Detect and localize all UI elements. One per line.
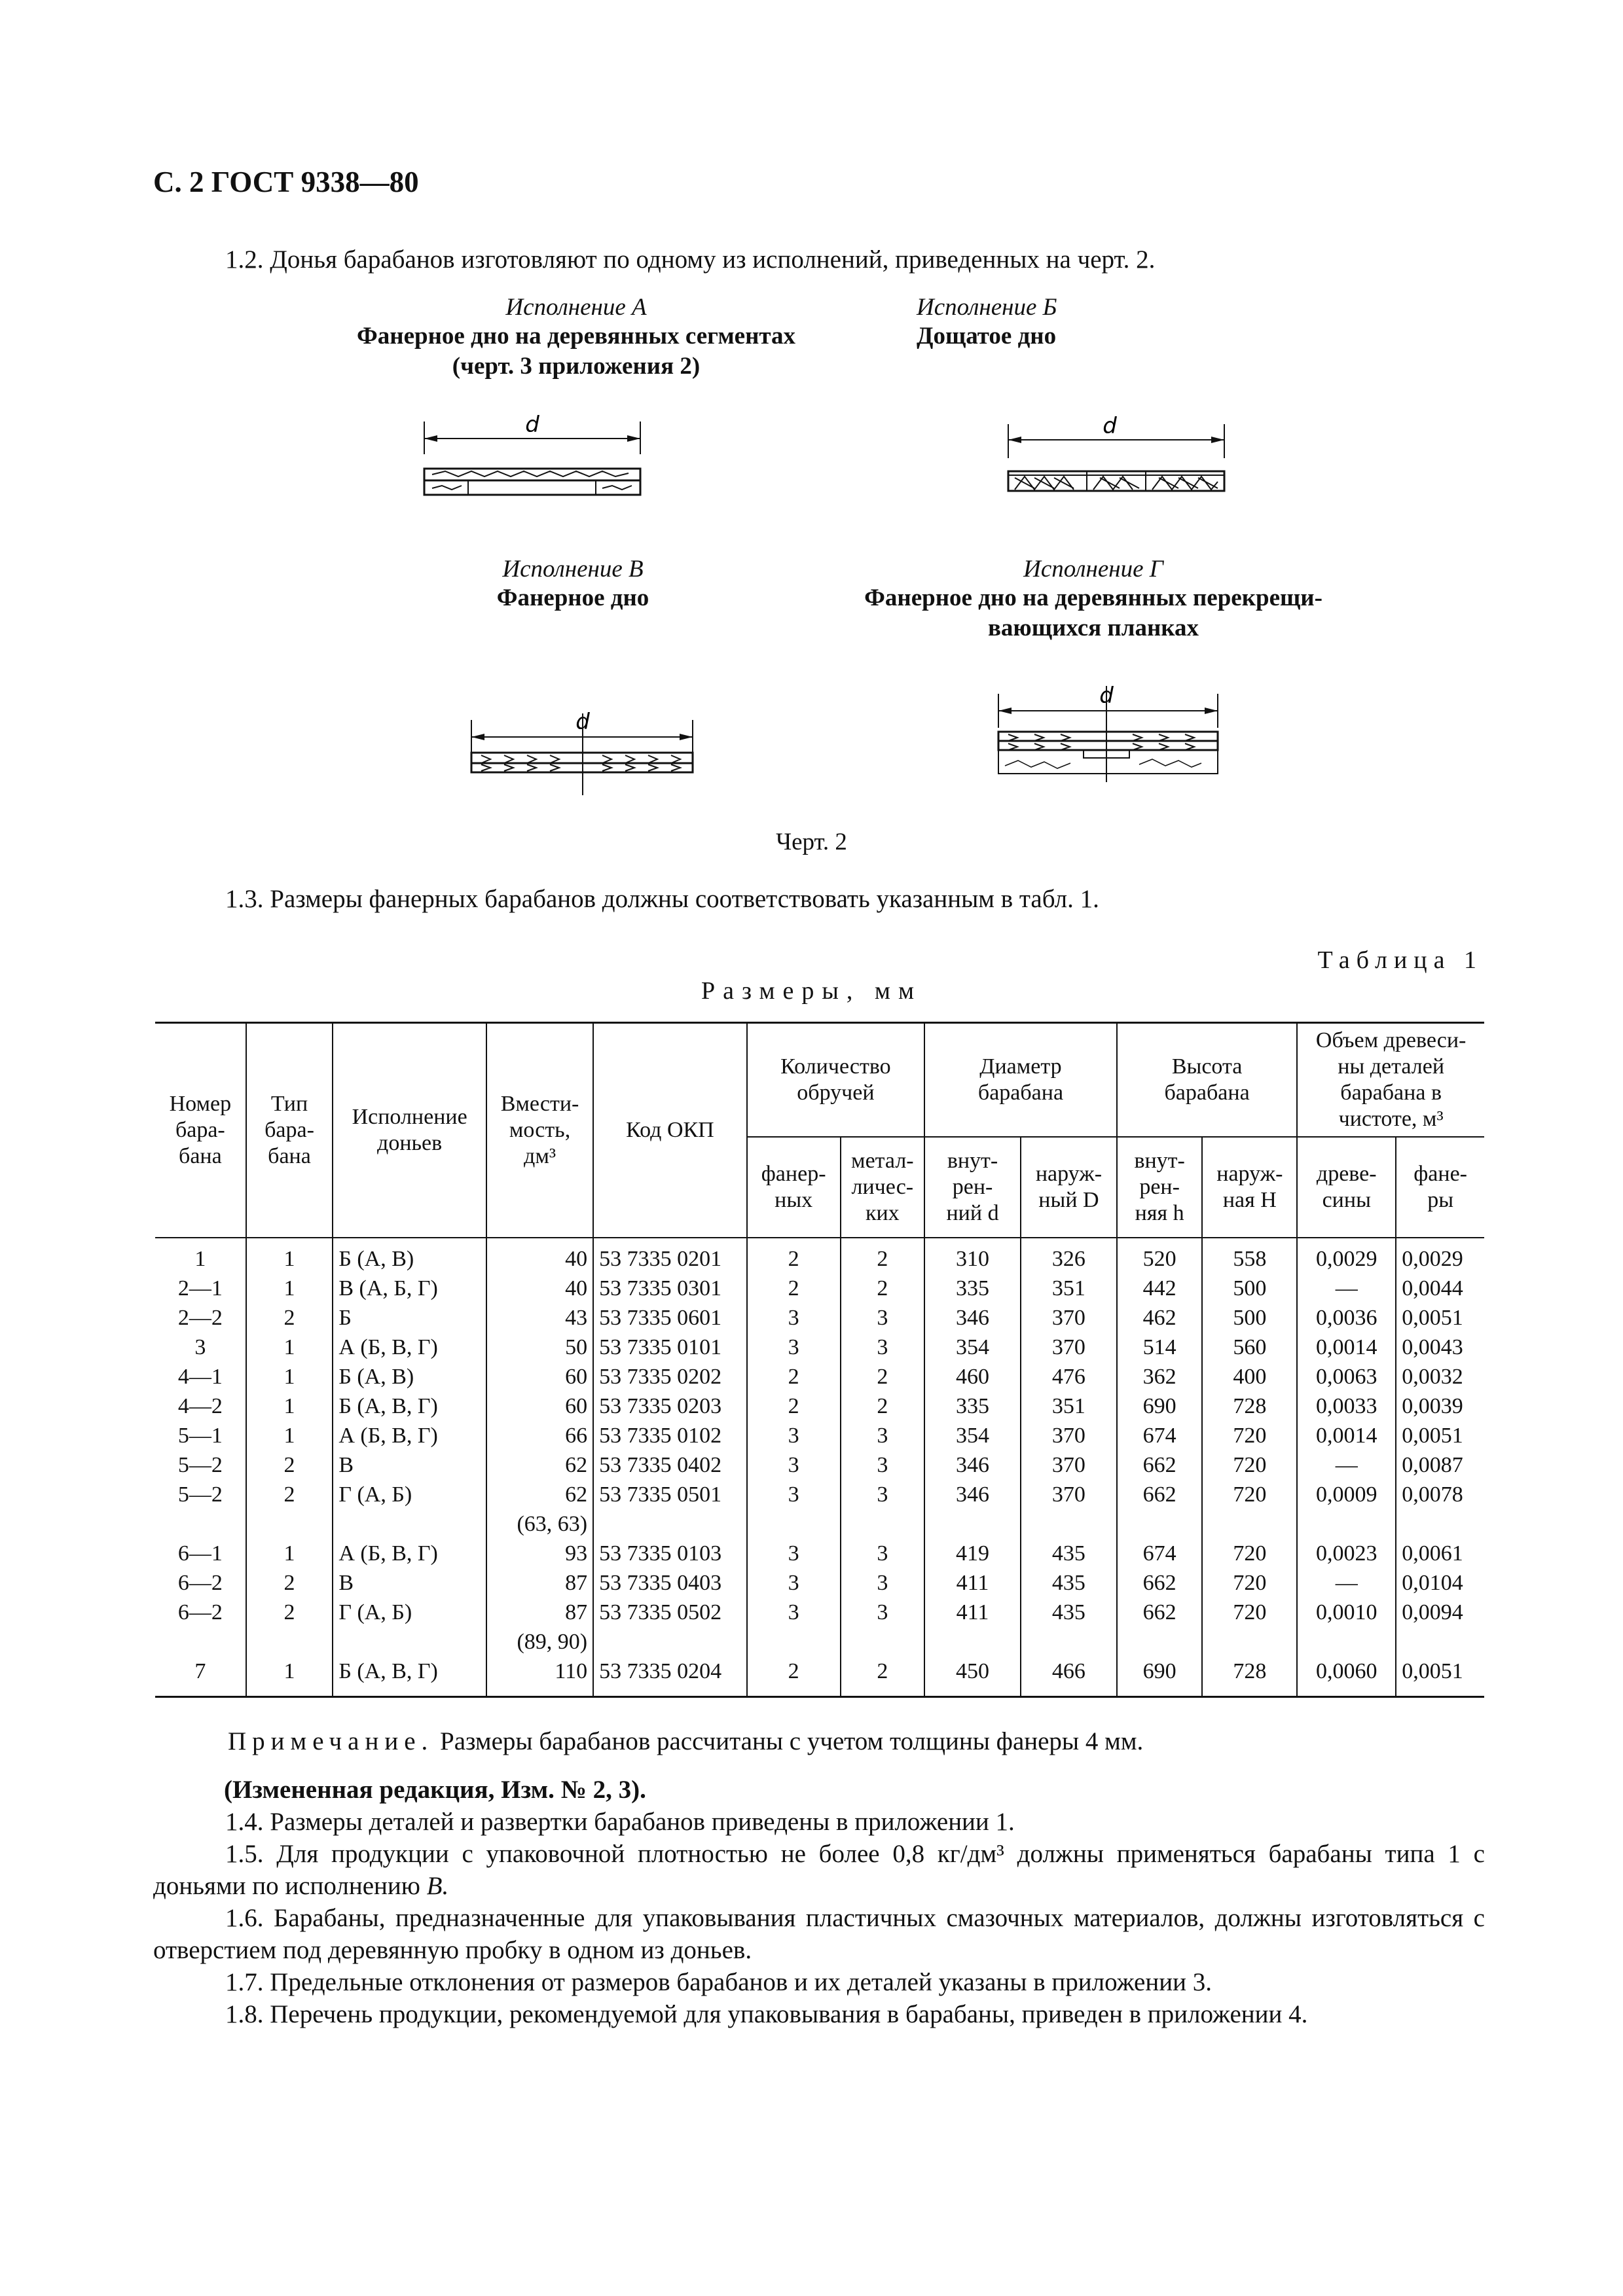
table-cell: 0,0104: [1396, 1570, 1484, 1600]
paragraph-1-5: 1.5. Для продукции с упаковочной плотностью не более 0,8 кг/дм³ должны применяться барабаны типа 1 с доньями по исполнению В.: [153, 1840, 1485, 1900]
table-cell: [333, 1511, 486, 1541]
table-cell: 87: [486, 1570, 593, 1600]
paragraph-1-4: 1.4. Размеры деталей и развертки барабанов приведены в приложении 1.: [225, 1808, 1015, 1836]
table-cell: 3: [841, 1305, 925, 1335]
table-cell: 720: [1202, 1541, 1297, 1570]
table-cell: 720: [1202, 1570, 1297, 1600]
table-cell: [841, 1629, 925, 1659]
table-cell: 462: [1117, 1305, 1203, 1335]
table-cell: 2: [747, 1238, 841, 1276]
table-cell: В (А, Б, Г): [333, 1276, 486, 1305]
th-capacity: Вмести- мость, дм³: [486, 1023, 593, 1238]
th-vol-plywood: фане- ры: [1396, 1137, 1484, 1238]
th-hoops: Количество обручей: [747, 1023, 924, 1138]
table-cell: 370: [1021, 1482, 1117, 1511]
table-cell: 3: [747, 1600, 841, 1629]
table-cell: 720: [1202, 1452, 1297, 1482]
table-cell: 3: [747, 1541, 841, 1570]
table-cell: 662: [1117, 1482, 1203, 1511]
table-cell: 362: [1117, 1364, 1203, 1393]
note-text: Размеры барабанов рассчитаны с учетом толщины фанеры 4 мм.: [433, 1727, 1144, 1755]
table-cell: 1: [246, 1393, 333, 1423]
table-cell: 500: [1202, 1305, 1297, 1335]
table-note: [228, 1727, 1143, 1756]
table-cell: 2: [747, 1364, 841, 1393]
th-hoops-metal: метал- личес- ких: [841, 1137, 925, 1238]
table-cell: 40: [486, 1238, 593, 1276]
table-cell: 3: [747, 1452, 841, 1482]
variant-a-drawing: [406, 401, 655, 518]
table-cell: [246, 1629, 333, 1659]
table-cell: 411: [924, 1600, 1021, 1629]
table-cell: 53 7335 0502: [593, 1600, 747, 1629]
table-cell: 4—2: [155, 1393, 246, 1423]
table-cell: 326: [1021, 1238, 1117, 1276]
table-cell: 3: [841, 1452, 925, 1482]
table-row: [155, 1452, 1484, 1482]
table-cell: (89, 90): [486, 1629, 593, 1659]
th-type: Тип бара- бана: [246, 1023, 333, 1238]
variant-a-caption: [314, 293, 838, 382]
table-cell: В: [333, 1452, 486, 1482]
table-row: [155, 1629, 1484, 1659]
variant-a-desc-2: (черт. 3 приложения 2): [452, 353, 701, 380]
table-cell: 2: [246, 1482, 333, 1511]
amended-note: (Измененная редакция, Изм. № 2, 3).: [224, 1776, 646, 1804]
table-cell: 1: [246, 1659, 333, 1697]
table-cell: [747, 1629, 841, 1659]
table-cell: [1396, 1511, 1484, 1541]
table-cell: 53 7335 0202: [593, 1364, 747, 1393]
table-cell: 2—2: [155, 1305, 246, 1335]
table-cell: [1297, 1511, 1396, 1541]
table-cell: 354: [924, 1423, 1021, 1452]
table-cell: 351: [1021, 1393, 1117, 1423]
table-cell: В: [333, 1570, 486, 1600]
table-cell: 3: [747, 1335, 841, 1364]
th-h-outer: наруж- ная H: [1202, 1137, 1297, 1238]
table-cell: 1: [246, 1423, 333, 1452]
table-cell: 0,0023: [1297, 1541, 1396, 1570]
table-cell: [1117, 1629, 1203, 1659]
table-row: [155, 1238, 1484, 1276]
table-cell: Г (А, Б): [333, 1600, 486, 1629]
table-cell: 2: [246, 1452, 333, 1482]
table-cell: Б (А, В): [333, 1238, 486, 1276]
table-cell: 2: [841, 1364, 925, 1393]
table-cell: [924, 1511, 1021, 1541]
table-cell: (63, 63): [486, 1511, 593, 1541]
table-cell: 3: [841, 1423, 925, 1452]
table-cell: 500: [1202, 1276, 1297, 1305]
table-cell: 558: [1202, 1238, 1297, 1276]
table-row: [155, 1541, 1484, 1570]
variant-v-dim-label: d: [575, 709, 590, 735]
table-cell: Б (А, В, Г): [333, 1659, 486, 1697]
th-h-inner: внут- рен- няя h: [1117, 1137, 1203, 1238]
table-cell: 435: [1021, 1600, 1117, 1629]
paragraph-1-7: 1.7. Предельные отклонения от размеров барабанов и их деталей указаны в приложении 3.: [225, 1968, 1212, 1996]
variant-v-title: Исполнение В: [502, 556, 644, 583]
table-row: [155, 1335, 1484, 1364]
th-hoops-plywood: фанер- ных: [747, 1137, 841, 1238]
table-cell: 40: [486, 1276, 593, 1305]
table-cell: 335: [924, 1393, 1021, 1423]
table-cell: 400: [1202, 1364, 1297, 1393]
table-cell: 0,0014: [1297, 1335, 1396, 1364]
table-cell: 1: [246, 1276, 333, 1305]
table-cell: 53 7335 0201: [593, 1238, 747, 1276]
table-cell: 0,0061: [1396, 1541, 1484, 1570]
paragraph-1-8: 1.8. Перечень продукции, рекомендуемой для упаковывания в барабаны, приведен в приложении 4.: [225, 2000, 1308, 2028]
table-cell: 720: [1202, 1423, 1297, 1452]
table-cell: 3: [841, 1541, 925, 1570]
table-cell: 2: [841, 1393, 925, 1423]
table-cell: 442: [1117, 1276, 1203, 1305]
table-cell: 0,0060: [1297, 1659, 1396, 1697]
table-cell: 60: [486, 1364, 593, 1393]
paragraph-1-6: 1.6. Барабаны, предназначенные для упаковывания пластичных смазочных материалов, должны изготовляться с отверстием под деревянную пробку в одном из доньев.: [153, 1904, 1485, 1964]
table-cell: 87: [486, 1600, 593, 1629]
table-cell: 520: [1117, 1238, 1203, 1276]
table-cell: 3: [841, 1482, 925, 1511]
table-cell: 62: [486, 1482, 593, 1511]
table-cell: 3: [747, 1482, 841, 1511]
th-okp: Код ОКП: [593, 1023, 747, 1238]
table-cell: 110: [486, 1659, 593, 1697]
table-cell: 435: [1021, 1541, 1117, 1570]
paragraph-1-3: 1.3. Размеры фанерных барабанов должны соответствовать указанным в табл. 1.: [225, 885, 1099, 913]
page-header: С. 2 ГОСТ 9338—80: [153, 166, 419, 198]
table-row: [155, 1482, 1484, 1511]
th-d-outer: наруж- ный D: [1021, 1137, 1117, 1238]
table-cell: 354: [924, 1335, 1021, 1364]
figure-caption: Черт. 2: [776, 829, 847, 855]
table-cell: 370: [1021, 1305, 1117, 1335]
variant-b-dim-label: d: [1103, 413, 1117, 439]
variant-b-drawing: [989, 406, 1237, 504]
table-cell: 450: [924, 1659, 1021, 1697]
table-cell: 7: [155, 1659, 246, 1697]
table-cell: 0,0051: [1396, 1305, 1484, 1335]
table-cell: [593, 1511, 747, 1541]
table-cell: 0,0014: [1297, 1423, 1396, 1452]
table-cell: 1: [246, 1238, 333, 1276]
table-cell: 351: [1021, 1276, 1117, 1305]
table-cell: 1: [246, 1364, 333, 1393]
table-cell: [333, 1629, 486, 1659]
table-cell: 3: [841, 1600, 925, 1629]
table-cell: 1: [246, 1541, 333, 1570]
table-cell: 6—2: [155, 1570, 246, 1600]
table-cell: 720: [1202, 1482, 1297, 1511]
table-cell: 0,0044: [1396, 1276, 1484, 1305]
table-cell: [246, 1511, 333, 1541]
table-cell: [1297, 1629, 1396, 1659]
table-cell: 460: [924, 1364, 1021, 1393]
th-variant: Исполнение доньев: [333, 1023, 486, 1238]
table-cell: [1117, 1511, 1203, 1541]
table-row: [155, 1600, 1484, 1629]
table-cell: 0,0033: [1297, 1393, 1396, 1423]
table-cell: 728: [1202, 1393, 1297, 1423]
table-row: [155, 1393, 1484, 1423]
th-d-inner: внут- рен- ний d: [924, 1137, 1021, 1238]
table-cell: 720: [1202, 1600, 1297, 1629]
table-cell: 411: [924, 1570, 1021, 1600]
table-cell: 560: [1202, 1335, 1297, 1364]
table-cell: 43: [486, 1305, 593, 1335]
table-cell: 6—1: [155, 1541, 246, 1570]
table-cell: 53 7335 0204: [593, 1659, 747, 1697]
table-cell: —: [1297, 1452, 1396, 1482]
table-row: [155, 1659, 1484, 1697]
table-cell: [841, 1511, 925, 1541]
variant-g-dim-label: d: [1099, 683, 1114, 709]
th-height: Высота барабана: [1117, 1023, 1297, 1138]
table-cell: 1: [246, 1335, 333, 1364]
table-cell: 53 7335 0103: [593, 1541, 747, 1570]
table-cell: 53 7335 0402: [593, 1452, 747, 1482]
table-cell: 53 7335 0501: [593, 1482, 747, 1511]
table-cell: 0,0087: [1396, 1452, 1484, 1482]
table-cell: 346: [924, 1305, 1021, 1335]
table-cell: 6—2: [155, 1600, 246, 1629]
table-row: [155, 1305, 1484, 1335]
table-cell: 5—2: [155, 1482, 246, 1511]
variant-a-desc-1: Фанерное дно на деревянных сегментах: [356, 323, 796, 350]
table-cell: 3: [841, 1570, 925, 1600]
dimensions-table: [155, 1022, 1484, 1698]
variant-v-caption: [393, 555, 753, 613]
table-cell: 0,0010: [1297, 1600, 1396, 1629]
table-cell: 2: [747, 1659, 841, 1697]
table-cell: —: [1297, 1276, 1396, 1305]
table-cell: 2: [841, 1659, 925, 1697]
table-cell: 662: [1117, 1600, 1203, 1629]
table-cell: 53 7335 0102: [593, 1423, 747, 1452]
variant-g-drawing: [982, 674, 1237, 785]
table-cell: 62: [486, 1452, 593, 1482]
table-cell: [1202, 1511, 1297, 1541]
table-cell: 0,0063: [1297, 1364, 1396, 1393]
table-cell: 2: [841, 1238, 925, 1276]
table-cell: 3: [841, 1335, 925, 1364]
table-cell: 2: [246, 1570, 333, 1600]
table-row: [155, 1570, 1484, 1600]
table-cell: А (Б, В, Г): [333, 1423, 486, 1452]
table-cell: Б (А, В, Г): [333, 1393, 486, 1423]
table-units: Размеры, мм: [701, 977, 922, 1005]
table-cell: [593, 1629, 747, 1659]
table-cell: 335: [924, 1276, 1021, 1305]
variant-a-dim-label: d: [525, 412, 539, 438]
table-cell: 0,0094: [1396, 1600, 1484, 1629]
table-cell: 2: [747, 1276, 841, 1305]
paragraph-1-2: 1.2. Донья барабанов изготовляют по одному из исполнений, приведенных на черт. 2.: [225, 245, 1156, 274]
table-cell: 0,0078: [1396, 1482, 1484, 1511]
table-cell: 476: [1021, 1364, 1117, 1393]
table-cell: 3: [747, 1423, 841, 1452]
variant-b-desc-1: Дощатое дно: [917, 323, 1057, 350]
table-cell: [155, 1511, 246, 1541]
table-cell: 0,0029: [1297, 1238, 1396, 1276]
table-cell: 466: [1021, 1659, 1117, 1697]
table-cell: [1396, 1629, 1484, 1659]
table-cell: 53 7335 0203: [593, 1393, 747, 1423]
table-cell: 435: [1021, 1570, 1117, 1600]
table-cell: 0,0051: [1396, 1659, 1484, 1697]
table-cell: 310: [924, 1238, 1021, 1276]
variant-a-title: Исполнение А: [505, 294, 647, 321]
table-cell: 690: [1117, 1659, 1203, 1697]
table-cell: 3: [747, 1570, 841, 1600]
table-cell: Б (А, В): [333, 1364, 486, 1393]
table-cell: 5—1: [155, 1423, 246, 1452]
table-cell: 0,0009: [1297, 1482, 1396, 1511]
table-cell: 53 7335 0101: [593, 1335, 747, 1364]
table-cell: —: [1297, 1570, 1396, 1600]
table-cell: 419: [924, 1541, 1021, 1570]
table-row: [155, 1276, 1484, 1305]
table-cell: 662: [1117, 1452, 1203, 1482]
table-cell: 662: [1117, 1570, 1203, 1600]
table-cell: 53 7335 0601: [593, 1305, 747, 1335]
table-label: Таблица 1: [1317, 946, 1483, 974]
table-cell: 346: [924, 1452, 1021, 1482]
table-cell: 5—2: [155, 1452, 246, 1482]
table-cell: 53 7335 0301: [593, 1276, 747, 1305]
table-cell: 346: [924, 1482, 1021, 1511]
table-cell: [1021, 1511, 1117, 1541]
th-diameter: Диаметр барабана: [924, 1023, 1117, 1138]
th-volume: Объем древеси- ны деталей барабана в чистоте, м³: [1297, 1023, 1484, 1138]
table-cell: 0,0032: [1396, 1364, 1484, 1393]
table-cell: 728: [1202, 1659, 1297, 1697]
table-cell: 66: [486, 1423, 593, 1452]
variant-v-desc-1: Фанерное дно: [496, 584, 649, 611]
variant-g-title: Исполнение Г: [1023, 556, 1163, 583]
table-cell: 514: [1117, 1335, 1203, 1364]
table-cell: 674: [1117, 1541, 1203, 1570]
table-cell: 0,0036: [1297, 1305, 1396, 1335]
table-cell: 0,0029: [1396, 1238, 1484, 1276]
table-cell: 0,0039: [1396, 1393, 1484, 1423]
table-cell: [747, 1511, 841, 1541]
table-cell: 0,0051: [1396, 1423, 1484, 1452]
table-cell: Г (А, Б): [333, 1482, 486, 1511]
table-cell: [924, 1629, 1021, 1659]
table-cell: 53 7335 0403: [593, 1570, 747, 1600]
variant-g-desc-2: вающихся планках: [987, 615, 1199, 641]
table-cell: [155, 1629, 246, 1659]
th-number: Номер бара- бана: [155, 1023, 246, 1238]
variant-b-caption: [917, 293, 1244, 351]
variant-g-desc-1: Фанерное дно на деревянных перекрещи-: [864, 584, 1322, 611]
table-cell: А (Б, В, Г): [333, 1335, 486, 1364]
table-cell: 2: [747, 1393, 841, 1423]
table-cell: 1: [155, 1238, 246, 1276]
table-cell: 370: [1021, 1335, 1117, 1364]
table-cell: [1202, 1629, 1297, 1659]
table-cell: 2: [246, 1600, 333, 1629]
table-cell: 674: [1117, 1423, 1203, 1452]
th-vol-wood: древе- сины: [1297, 1137, 1396, 1238]
table-cell: 370: [1021, 1452, 1117, 1482]
body-text: [153, 1774, 1485, 2030]
table-cell: 93: [486, 1541, 593, 1570]
table-cell: 50: [486, 1335, 593, 1364]
table-cell: [1021, 1629, 1117, 1659]
variant-g-caption: [805, 555, 1381, 643]
table-cell: 690: [1117, 1393, 1203, 1423]
variant-v-drawing: [452, 700, 707, 798]
table-row: [155, 1364, 1484, 1393]
table-row: [155, 1423, 1484, 1452]
table-cell: 2: [841, 1276, 925, 1305]
table-cell: 370: [1021, 1423, 1117, 1452]
table-cell: 3: [155, 1335, 246, 1364]
table-cell: 0,0043: [1396, 1335, 1484, 1364]
table-cell: Б: [333, 1305, 486, 1335]
table-cell: А (Б, В, Г): [333, 1541, 486, 1570]
table-cell: 3: [747, 1305, 841, 1335]
table-cell: 60: [486, 1393, 593, 1423]
note-label: Примечание.: [228, 1727, 434, 1755]
table-cell: 2—1: [155, 1276, 246, 1305]
table-cell: 4—1: [155, 1364, 246, 1393]
variant-b-title: Исполнение Б: [917, 294, 1057, 321]
table-cell: 2: [246, 1305, 333, 1335]
table-row: [155, 1511, 1484, 1541]
